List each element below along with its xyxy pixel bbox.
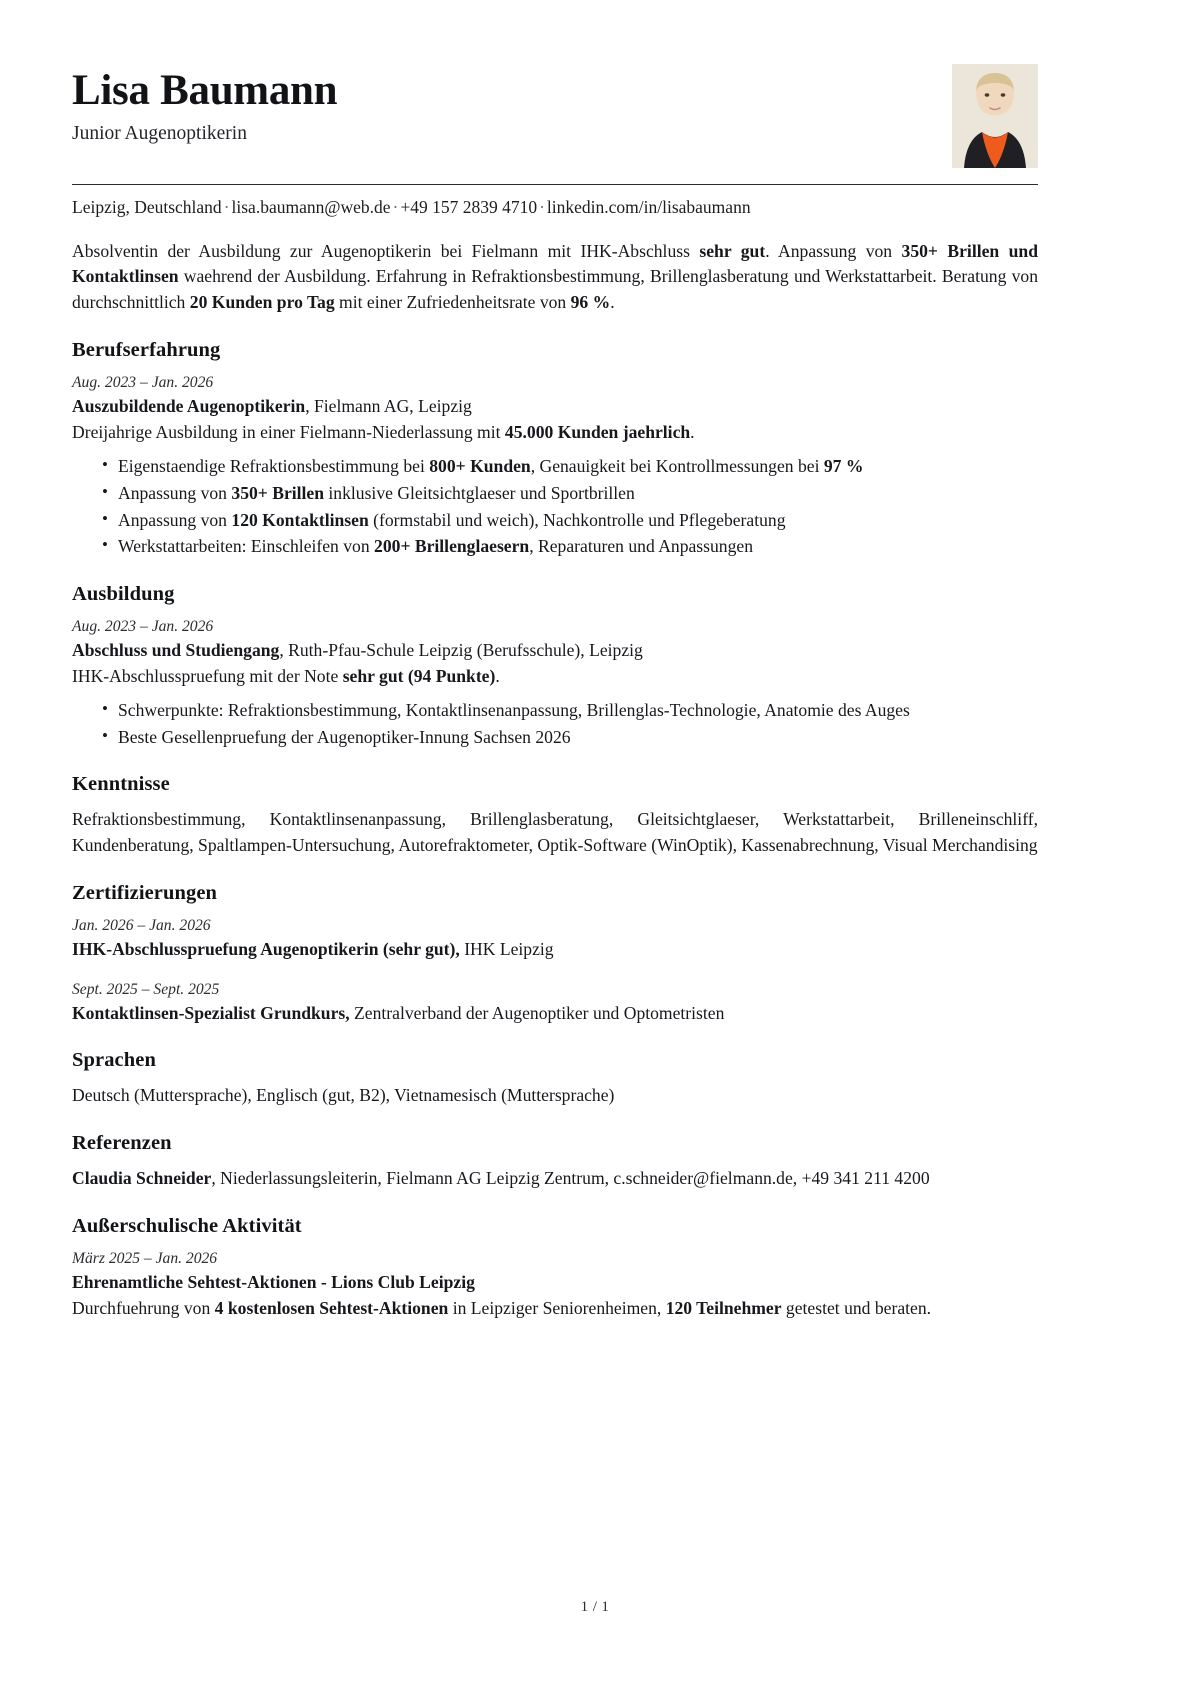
portrait-illustration (952, 64, 1038, 168)
activity-desc-post: getestet und beraten. (781, 1297, 932, 1318)
section-activities (72, 1215, 1038, 1321)
page-title: Lisa Baumann (72, 67, 338, 114)
reference-line (72, 1166, 1038, 1192)
skills-text: Refraktionsbestimmung, Kontaktlinsenanpassung, Brillenglasberatung, Gleitsichtglaeser, Werkstattarbeit, Brilleneinschliff, Kundenberatung, Spaltlampen-Untersuchung, Autorefraktometer, Optik-Software (WinOptik), Kassenabrechnung, Visual Merchandising (72, 809, 1038, 856)
summary-text-1: Absolventin der Ausbildung zur Augenoptikerin bei Fielmann mit IHK-Abschluss (72, 240, 700, 261)
bullet-mid: inklusive Gleitsichtglaeser und Sportbrillen (324, 482, 635, 503)
bullet-mid: , Genauigkeit bei Kontrollmessungen bei (530, 456, 824, 477)
contact-separator-3: · (539, 197, 545, 217)
bullet-pre: Anpassung von (118, 482, 232, 503)
list-item (102, 507, 1038, 534)
education-desc-bold: sehr gut (94 Punkte) (342, 665, 496, 686)
bullet-pre: Anpassung von (118, 509, 232, 530)
section-languages (72, 1049, 1038, 1109)
job-headline: Junior Augenoptikerin (72, 122, 247, 144)
bullet-mid: (formstabil und weich), Nachkontrolle und Pflegeberatung (368, 509, 786, 530)
contact-separator-2: · (392, 197, 399, 217)
summary-text-5: . (610, 292, 615, 313)
experience-date: Aug. 2023 – Jan. 2026 (72, 374, 214, 392)
certification-line (72, 937, 1038, 962)
experience-role: Auszubildende Augenoptikerin (72, 396, 306, 417)
list-item (102, 480, 1038, 507)
bullet-bold-1: 350+ Brillen (231, 482, 325, 503)
experience-entry (72, 373, 1038, 560)
bullet-pre: Werkstattarbeiten: Einschleifen von (118, 536, 375, 557)
section-skills (72, 773, 1038, 859)
certification-issuer: IHK Leipzig (459, 939, 554, 960)
certification-name: Kontaktlinsen-Spezialist Grundkurs, (72, 1003, 350, 1024)
bullet-pre: Eigenstaendige Refraktionsbestimmung bei (118, 456, 430, 477)
activity-name-line (72, 1270, 1038, 1295)
header-divider (72, 184, 1038, 185)
list-item: • Schwerpunkte: Refraktionsbestimmung, Kontaktlinsenanpassung, Brillenglas-Technologie, Anatomie des Auges (102, 697, 1038, 724)
bullet-bold-1: 120 Kontaktlinsen (231, 509, 369, 530)
experience-company: , Fielmann AG, Leipzig (305, 396, 472, 417)
bullet-bold-1: 800+ Kunden (429, 456, 531, 477)
summary-text-3: waehrend der Ausbildung. Erfahrung in Refraktionsbestimmung, Brillenglasberatung und Werkstattarbeit. Beratung von durchschnittlich (72, 266, 1038, 313)
languages-text: Deutsch (Muttersprache), Englisch (gut, B2), Vietnamesisch (Muttersprache) (72, 1085, 615, 1106)
summary-text-2: . Anpassung von (765, 240, 902, 261)
avatar (952, 64, 1038, 168)
page-number-footer: 1 / 1 (580, 1599, 610, 1615)
activity-date: März 2025 – Jan. 2026 (72, 1250, 218, 1268)
contact-location: Leipzig, Deutschland (72, 197, 222, 217)
contact-email[interactable]: lisa.baumann@web.de (231, 197, 391, 217)
education-desc-pre: IHK-Abschlusspruefung mit der Note (72, 665, 343, 686)
section-education (72, 583, 1038, 750)
list-item: • Beste Gesellenpruefung der Augenoptiker-Innung Sachsen 2026 (102, 724, 1038, 751)
contact-line (72, 196, 1038, 220)
contact-phone[interactable]: +49 157 2839 4710 (400, 197, 538, 217)
education-degree: Abschluss und Studiengang (72, 640, 280, 661)
contact-linkedin[interactable]: linkedin.com/in/lisabaumann (546, 197, 751, 217)
education-entry (72, 617, 1038, 750)
resume-header (72, 58, 1038, 168)
activity-desc-bold-2: 120 Teilnehmer (665, 1297, 782, 1318)
activity-entry (72, 1249, 1038, 1321)
header-text-block (72, 58, 337, 146)
certification-entry (72, 916, 1038, 963)
certification-date: Sept. 2025 – Sept. 2025 (72, 980, 220, 998)
experience-desc-post: . (690, 421, 695, 442)
summary-text-4: mit einer Zufriedenheitsrate von (334, 292, 571, 313)
resume-content (72, 58, 1038, 1321)
experience-description (72, 420, 1038, 445)
section-title-certifications: Zertifizierungen (72, 882, 218, 905)
education-date: Aug. 2023 – Jan. 2026 (72, 618, 214, 636)
reference-name: Claudia Schneider (72, 1168, 212, 1189)
activity-name: Ehrenamtliche Sehtest-Aktionen - Lions Club Leipzig (72, 1272, 475, 1293)
section-title-education: Ausbildung (72, 583, 175, 606)
contact-separator-1: · (223, 197, 230, 217)
summary-paragraph (72, 239, 1038, 317)
experience-bullet-list (72, 453, 1038, 560)
bullet-bold-1: 200+ Brillenglaesern (374, 536, 530, 557)
section-title-skills: Kenntnisse (72, 773, 170, 796)
education-description (72, 664, 1038, 689)
section-title-activities: Außerschulische Aktivität (72, 1215, 302, 1238)
certification-line (72, 1001, 1038, 1026)
activity-desc-bold-1: 4 kostenlosen Sehtest-Aktionen (214, 1297, 449, 1318)
certification-issuer: Zentralverband der Augenoptiker und Optometristen (349, 1003, 725, 1024)
bullet-mid: , Reparaturen und Anpassungen (529, 536, 753, 557)
list-item (102, 533, 1038, 560)
education-desc-post: . (495, 665, 500, 686)
experience-role-line (72, 394, 1038, 419)
activity-desc-pre: Durchfuehrung von (72, 1297, 215, 1318)
section-certifications (72, 882, 1038, 1026)
bullet-bold-2: 97 % (823, 456, 864, 477)
experience-desc-pre: Dreijahrige Ausbildung in einer Fielmann-Niederlassung mit (72, 421, 505, 442)
section-title-references: Referenzen (72, 1132, 172, 1155)
activity-desc-mid: in Leipziger Seniorenheimen, (448, 1297, 666, 1318)
section-references (72, 1132, 1038, 1192)
section-title-languages: Sprachen (72, 1049, 156, 1072)
education-degree-line (72, 638, 1038, 663)
experience-desc-bold: 45.000 Kunden jaehrlich (504, 421, 691, 442)
reference-details: , Niederlassungsleiterin, Fielmann AG Leipzig Zentrum, c.schneider@fielmann.de, +49 341 211 4200 (211, 1168, 930, 1189)
list-item (102, 453, 1038, 480)
section-title-experience: Berufserfahrung (72, 339, 221, 362)
summary-bold-4: 96 % (570, 292, 611, 313)
activity-description (72, 1296, 1038, 1321)
summary-bold-1: sehr gut (699, 240, 766, 261)
certification-name: IHK-Abschlusspruefung Augenoptikerin (sehr gut), (72, 939, 460, 960)
summary-bold-3: 20 Kunden pro Tag (189, 292, 335, 313)
section-experience (72, 339, 1038, 560)
education-school: , Ruth-Pfau-Schule Leipzig (Berufsschule), Leipzig (279, 640, 643, 661)
certification-entry (72, 980, 1038, 1027)
education-bullet-list (72, 697, 1038, 750)
summary-bold-2: 350+ Brillen und Kontaktlinsen (72, 240, 1038, 287)
certification-date: Jan. 2026 – Jan. 2026 (72, 917, 211, 935)
